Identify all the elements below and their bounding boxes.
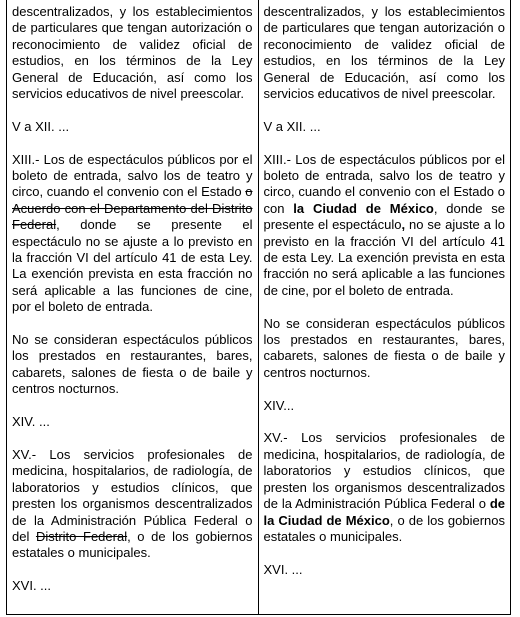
left-paragraph-6: [12, 447, 253, 562]
right-paragraph-7: XVI. ...: [263, 561, 303, 577]
right-p6-text-b: , o de los gobiernos estatales o municipales.: [263, 512, 505, 544]
right-p3-text-c: no se ajuste a lo previsto en la fracción VI del artículo 41 de esta Ley. La exención prevista en esta fracción no será aplicable a las funciones de cine, por el boleto de entrada.: [263, 217, 505, 298]
right-paragraph-2: V a XII. ...: [263, 118, 321, 134]
right-p3-text-b: , donde se presente el espectáculo: [263, 200, 505, 233]
left-paragraph-2: V a XII. ...: [12, 118, 70, 134]
comparison-table: [6, 0, 511, 615]
right-p3-added-comma: ,: [401, 217, 406, 233]
left-p6-deleted-text: Distrito Federal: [35, 528, 128, 544]
right-paragraph-3: [264, 152, 506, 300]
left-paragraph-4: No se consideran espectáculos públicos los prestados en restaurantes, bares, cabarets, salones de fiesta o de baile y centros nocturnos.: [12, 332, 253, 397]
right-paragraph-6: [264, 430, 506, 545]
left-p3-text-a: XIII.- Los de espectáculos públicos por el boleto de entrada, salvo los de teatro y circo, cuando el convenio con el Estado: [12, 151, 253, 200]
right-column: [259, 0, 511, 614]
right-paragraph-1: descentralizados, y los establecimientos de particulares que tengan autorización o reconocimiento de validez oficial de estudios, en los términos de la Ley General de Educación, así como los servicios educativos de nivel preescolar.: [263, 4, 505, 102]
right-p3-text-a: XIII.- Los de espectáculos públicos por el boleto de entrada, salvo los de teatro y circo, cuando el convenio con el Estado o con: [263, 151, 505, 216]
left-p6-text-b: , o de los gobiernos estatales o municipales.: [12, 528, 253, 561]
left-paragraph-3: [12, 152, 253, 316]
left-paragraph-7: XVI. ...: [12, 578, 52, 594]
left-p6-text-a: XV.- Los servicios profesionales de medicina, hospitalarios, de radiología, de laboratorios y estudios clínicos, que presten los organismos descentralizados de la Administración Pública Federal o del: [12, 446, 253, 544]
right-p6-text-a: XV.- Los servicios profesionales de medicina, hospitalarios, de radiología, de laboratorios y estudios clínicos, que presten los organismos descentralizados de la Administración Pública Federal o: [263, 430, 505, 512]
left-p3-deleted-text: o Acuerdo con el Departamento del Distrito Federal: [12, 184, 253, 233]
right-paragraph-5: XIV...: [263, 397, 295, 413]
left-paragraph-1: descentralizados, y los establecimientos de particulares que tengan autorización o reconocimiento de validez oficial de estudios, en los términos de la Ley General de Educación, así como los servicios educativos de nivel preescolar.: [12, 4, 253, 102]
right-p3-added-text: la Ciudad de México: [293, 200, 434, 216]
left-paragraph-5: XIV. ...: [12, 414, 50, 430]
left-p3-text-b: , donde se presente el espectáculo no se ajuste a lo previsto en la fracción VI del artículo 41 de esta Ley. La exención prevista en esta fracción no será aplicable a las funciones de cine, por el boleto de entrada.: [12, 217, 253, 315]
right-p6-added-text: de la Ciudad de México: [263, 496, 505, 528]
right-paragraph-4: No se consideran espectáculos públicos los prestados en restaurantes, bares, cabarets, salones de fiesta o de baile y centros nocturnos.: [263, 315, 505, 380]
left-column: [7, 0, 259, 614]
